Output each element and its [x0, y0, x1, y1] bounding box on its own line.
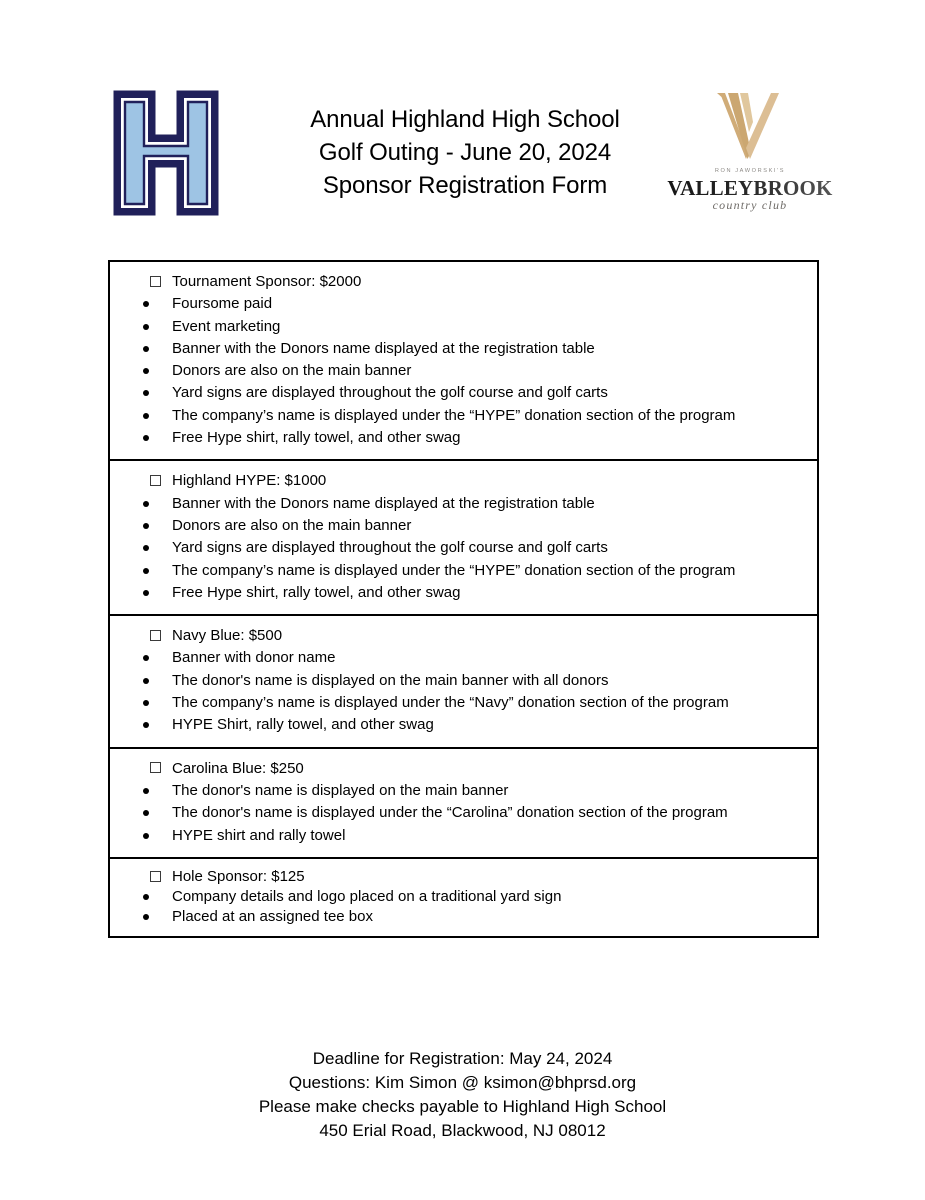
list-item: [110, 427, 817, 449]
page-title: [240, 103, 690, 202]
tier-name: Tournament Sponsor: $2000: [172, 273, 362, 290]
list-item: [110, 338, 817, 360]
list-item: [110, 360, 817, 382]
checkbox-icon[interactable]: [150, 871, 161, 882]
list-item-label: Donors are also on the main banner: [172, 516, 412, 534]
list-item-label: Event marketing: [172, 317, 281, 335]
bullet-icon: [143, 914, 149, 920]
bullet-icon: [143, 722, 149, 728]
list-item: [110, 907, 817, 927]
bullet-icon: [143, 700, 149, 706]
sponsor-tier-highland-hype: [110, 461, 817, 616]
footer-address: 450 Erial Road, Blackwood, NJ 08012: [319, 1121, 606, 1140]
list-item-label: The company’s name is displayed under the “HYPE” donation section of the program: [172, 561, 736, 579]
highland-h-logo: [112, 88, 220, 218]
bullet-icon: [143, 346, 149, 352]
list-item-label: Company details and logo placed on a traditional yard sign: [172, 887, 562, 905]
list-item: [110, 825, 817, 847]
bullet-icon: [143, 678, 149, 684]
list-item: [110, 887, 817, 907]
sponsor-tier-carolina-blue: [110, 749, 817, 859]
bullet-icon: [143, 390, 149, 396]
valleybrook-v-mark: [715, 92, 781, 160]
list-item: [110, 802, 817, 824]
checkbox-icon[interactable]: [150, 762, 161, 773]
tier-name: Carolina Blue: $250: [172, 759, 304, 777]
tier-header-row[interactable]: [110, 470, 817, 492]
list-item-label: The company’s name is displayed under the “HYPE” donation section of the program: [172, 406, 736, 424]
valleybrook-name: VALLEYBROOK: [665, 176, 835, 201]
document-footer: [0, 1047, 925, 1143]
list-item: [110, 316, 817, 338]
list-item-label: HYPE Shirt, rally towel, and other swag: [172, 716, 434, 734]
footer-questions: Questions: Kim Simon @ ksimon@bhprsd.org: [288, 1073, 637, 1092]
sponsor-tier-tournament: [110, 262, 817, 461]
bullet-icon: [143, 413, 149, 419]
sponsor-tier-table: [108, 260, 819, 938]
list-item-label: Banner with the Donors name displayed at the registration table: [172, 494, 595, 512]
list-item-label: Placed at an assigned tee box: [172, 907, 373, 925]
list-item-label: Yard signs are displayed throughout the golf course and golf carts: [172, 384, 608, 402]
list-item: [110, 692, 817, 714]
footer-checks: Please make checks payable to Highland High School: [258, 1097, 667, 1116]
list-item-label: Banner with the Donors name displayed at the registration table: [172, 339, 595, 357]
list-item: [110, 382, 817, 404]
list-item: [110, 293, 817, 315]
bullet-icon: [143, 568, 149, 574]
list-item-label: The donor's name is displayed under the “Carolina” donation section of the program: [172, 804, 728, 822]
list-item: [110, 582, 817, 604]
list-item: [110, 515, 817, 537]
bullet-icon: [143, 301, 149, 307]
valleybrook-tagline: country club: [712, 198, 788, 212]
bullet-icon: [143, 435, 149, 441]
list-item: [110, 780, 817, 802]
list-item-label: Donors are also on the main banner: [172, 362, 412, 380]
bullet-icon: [143, 590, 149, 596]
footer-deadline: Deadline for Registration: May 24, 2024: [312, 1049, 613, 1068]
checkbox-icon[interactable]: [150, 630, 161, 641]
sponsor-tier-navy-blue: [110, 616, 817, 748]
bullet-icon: [143, 788, 149, 794]
bullet-icon: [143, 655, 149, 661]
bullet-icon: [143, 810, 149, 816]
list-item-label: The donor's name is displayed on the main banner with all donors: [172, 671, 609, 689]
bullet-icon: [143, 833, 149, 839]
list-item: [110, 714, 817, 736]
list-item: [110, 405, 817, 427]
list-item-label: Yard signs are displayed throughout the golf course and golf carts: [172, 539, 608, 557]
bullet-icon: [143, 545, 149, 551]
list-item: [110, 560, 817, 582]
title-line-2: Golf Outing - June 20, 2024: [318, 139, 612, 166]
list-item-label: HYPE shirt and rally towel: [172, 826, 346, 844]
bullet-icon: [143, 523, 149, 529]
bullet-icon: [143, 368, 149, 374]
sponsor-tier-hole-sponsor: [110, 859, 817, 936]
checkbox-icon[interactable]: [150, 475, 161, 486]
list-item: [110, 670, 817, 692]
list-item: [110, 493, 817, 515]
list-item-label: Free Hype shirt, rally towel, and other swag: [172, 429, 461, 447]
list-item-label: The donor's name is displayed on the main banner: [172, 781, 509, 799]
tier-header-row[interactable]: [110, 625, 817, 647]
bullet-icon: [143, 894, 149, 900]
tier-name: Highland HYPE: $1000: [172, 472, 327, 490]
tier-header-row[interactable]: [110, 758, 817, 780]
bullet-icon: [143, 324, 149, 330]
title-line-1: Annual Highland High School: [310, 106, 620, 133]
title-line-3: Sponsor Registration Form: [322, 172, 608, 199]
valleybrook-pretitle: RON JAWORSKI'S: [714, 168, 786, 174]
document-header: [0, 78, 925, 228]
tier-header-row[interactable]: [110, 867, 817, 887]
tier-header-row[interactable]: [110, 271, 817, 293]
checkbox-icon[interactable]: [150, 276, 161, 287]
bullet-icon: [143, 501, 149, 507]
tier-name: Navy Blue: $500: [172, 627, 283, 645]
list-item-label: Foursome paid: [172, 295, 273, 313]
valleybrook-logo: [665, 92, 835, 212]
list-item-label: Banner with donor name: [172, 649, 336, 667]
list-item: [110, 537, 817, 559]
list-item: [110, 647, 817, 669]
tier-name: Hole Sponsor: $125: [172, 867, 305, 885]
list-item-label: Free Hype shirt, rally towel, and other swag: [172, 583, 461, 601]
list-item-label: The company’s name is displayed under the “Navy” donation section of the program: [172, 694, 729, 712]
